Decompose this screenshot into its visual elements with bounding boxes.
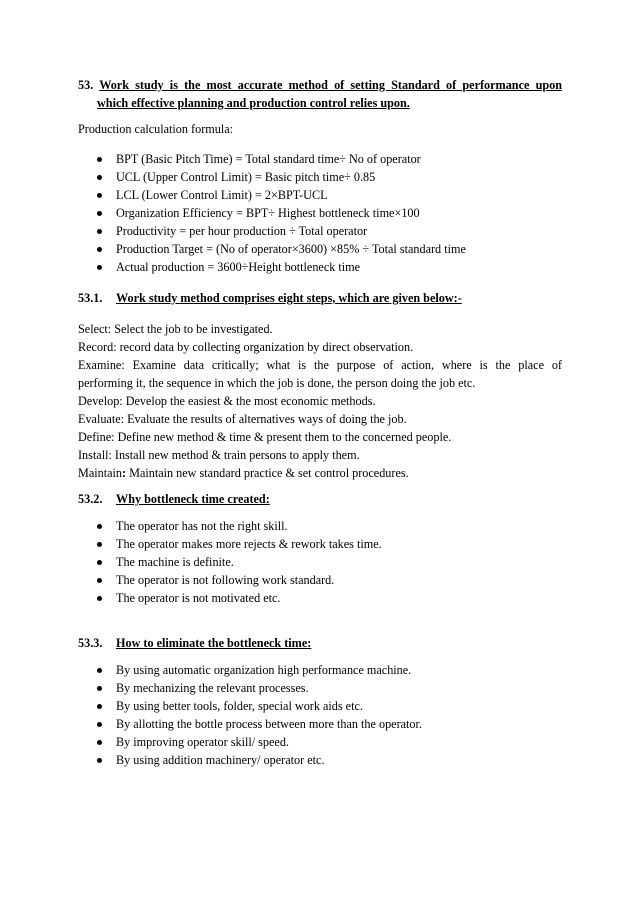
bullet-icon	[97, 524, 102, 529]
bullet-icon	[97, 560, 102, 565]
section-53-title-line1: Work study is the most accurate method of setting Standard of performance upon	[99, 78, 562, 92]
formula-item	[78, 150, 562, 168]
step-maintain-colon: :	[122, 466, 127, 480]
bullet-icon	[97, 704, 102, 709]
section-53-heading-line2	[78, 94, 562, 112]
cause-text: The operator is not motivated etc.	[116, 591, 281, 605]
remedy-text: By mechanizing the relevant processes.	[116, 681, 309, 695]
remedy-text: By using automatic organization high performance machine.	[116, 663, 412, 677]
formula-text: Productivity = per hour production ÷ Total operator	[116, 224, 368, 238]
bottleneck-causes-list	[78, 517, 562, 607]
formula-item	[78, 240, 562, 258]
step-maintain-term: Maintain	[78, 466, 123, 480]
step-select: Select: Select the job to be investigated.	[78, 322, 273, 336]
section-53-2-number: 53.2.	[78, 492, 103, 506]
bullet-icon	[97, 542, 102, 547]
bullet-icon	[97, 722, 102, 727]
remedy-item	[78, 661, 562, 679]
remedy-text: By using better tools, folder, special work aids etc.	[116, 699, 363, 713]
section-53-number: 53.	[78, 78, 94, 92]
remedy-text: By allotting the bottle process between more than the operator.	[116, 717, 422, 731]
step-examine-line2: performing it, the sequence in which the job is done, the person doing the job etc.	[78, 376, 476, 390]
bullet-icon	[97, 668, 102, 673]
remedy-item	[78, 715, 562, 733]
section-53-2-title: Why bottleneck time created:	[116, 492, 270, 506]
formula-text: BPT (Basic Pitch Time) = Total standard time÷ No of operator	[116, 152, 421, 166]
bullet-icon	[97, 157, 102, 162]
bullet-icon	[97, 596, 102, 601]
remedy-item	[78, 751, 562, 769]
section-53-heading-line1	[78, 76, 562, 94]
bullet-icon	[97, 265, 102, 270]
section-53-1-title: Work study method comprises eight steps, which are given below:-	[116, 291, 462, 305]
formula-list	[78, 150, 562, 276]
section-53-title-line2: which effective planning and production control relies upon.	[97, 96, 410, 110]
section-53-3-heading	[78, 634, 311, 652]
bullet-icon	[97, 578, 102, 583]
cause-item	[78, 589, 562, 607]
cause-item	[78, 571, 562, 589]
remedy-text: By improving operator skill/ speed.	[116, 735, 289, 749]
cause-text: The operator is not following work standard.	[116, 573, 335, 587]
bullet-icon	[97, 229, 102, 234]
step-examine-line1: Examine: Examine data critically; what is the purpose of action, where is the place of	[78, 358, 562, 372]
formula-item	[78, 258, 562, 276]
formula-text: Actual production = 3600÷Height bottleneck time	[116, 260, 361, 274]
remedy-item	[78, 733, 562, 751]
formula-text: UCL (Upper Control Limit) = Basic pitch time÷ 0.85	[116, 170, 376, 184]
section-53-1-number: 53.1.	[78, 291, 103, 305]
cause-item	[78, 553, 562, 571]
cause-text: The operator has not the right skill.	[116, 519, 288, 533]
step-define: Define: Define new method & time & present them to the concerned people.	[78, 430, 452, 444]
bullet-icon	[97, 686, 102, 691]
cause-item	[78, 517, 562, 535]
step-develop: Develop: Develop the easiest & the most economic methods.	[78, 394, 376, 408]
formula-text: LCL (Lower Control Limit) = 2×BPT-UCL	[116, 188, 328, 202]
bullet-icon	[97, 740, 102, 745]
section-53-3-number: 53.3.	[78, 636, 103, 650]
remedy-item	[78, 679, 562, 697]
remedy-text: By using addition machinery/ operator etc.	[116, 753, 325, 767]
formula-text: Production Target = (No of operator×3600) ×85% ÷ Total standard time	[116, 242, 466, 256]
formula-item	[78, 168, 562, 186]
bullet-icon	[97, 758, 102, 763]
step-evaluate: Evaluate: Evaluate the results of alternatives ways of doing the job.	[78, 412, 407, 426]
cause-text: The operator makes more rejects & rework takes time.	[116, 537, 382, 551]
section-53-3-title: How to eliminate the bottleneck time:	[116, 636, 312, 650]
section-53-heading	[78, 76, 562, 112]
formula-text: Organization Efficiency = BPT÷ Highest bottleneck time×100	[116, 206, 420, 220]
formula-item	[78, 186, 562, 204]
formula-item	[78, 222, 562, 240]
bullet-icon	[97, 175, 102, 180]
bullet-icon	[97, 193, 102, 198]
cause-item	[78, 535, 562, 553]
formula-intro: Production calculation formula:	[78, 122, 234, 136]
step-install: Install: Install new method & train persons to apply them.	[78, 448, 360, 462]
bottleneck-remedies-list	[78, 661, 562, 769]
work-study-steps	[78, 320, 562, 482]
formula-item	[78, 204, 562, 222]
bullet-icon	[97, 247, 102, 252]
step-record: Record: record data by collecting organization by direct observation.	[78, 340, 414, 354]
step-maintain-text: Maintain new standard practice & set control procedures.	[126, 466, 409, 480]
section-53-1-heading	[78, 289, 462, 307]
step-maintain	[78, 464, 562, 482]
section-53-2-heading	[78, 490, 270, 508]
bullet-icon	[97, 211, 102, 216]
remedy-item	[78, 697, 562, 715]
cause-text: The machine is definite.	[116, 555, 234, 569]
